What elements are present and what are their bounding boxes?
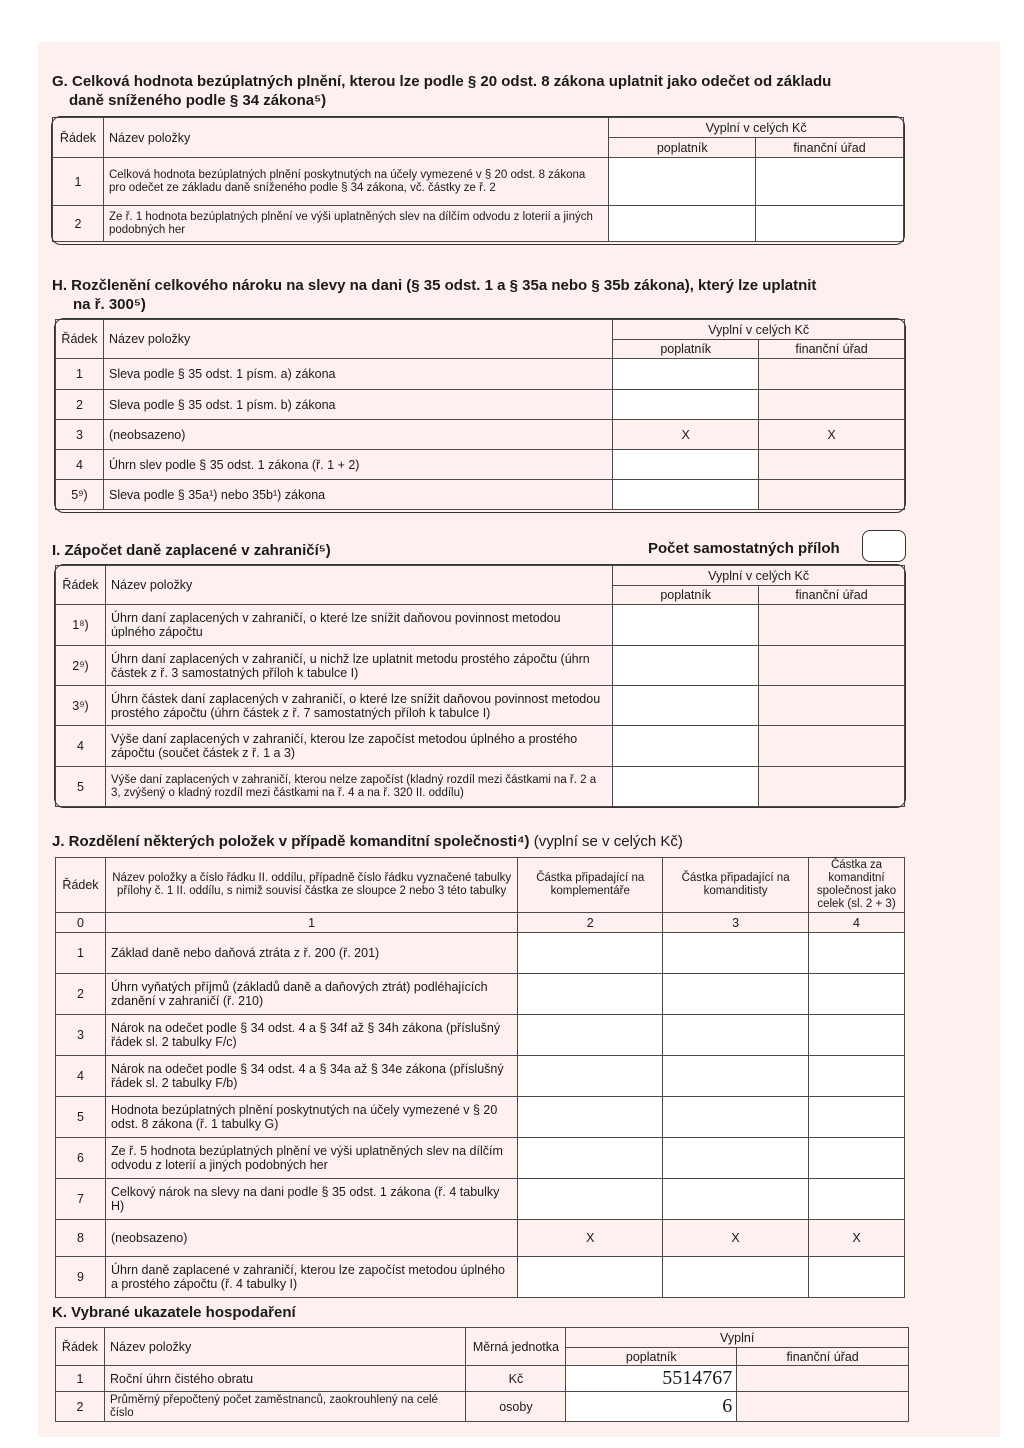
row-number: 2 <box>56 1392 105 1422</box>
section-k-table <box>55 1327 909 1422</box>
row-number: 3⁹) <box>56 686 106 726</box>
table-row <box>56 480 905 510</box>
row-label: Celkový nárok na slevy na dani podle § 35 odst. 1 zákona (ř. 4 tabulky H) <box>105 1179 517 1220</box>
table-row <box>56 390 905 420</box>
table-row <box>56 420 905 450</box>
h-r2-poplatnik-input[interactable] <box>613 390 759 420</box>
i-r5-poplatnik-input[interactable] <box>613 767 759 807</box>
j-r1-koman-input[interactable] <box>663 933 809 974</box>
table-row <box>56 1179 905 1220</box>
row-label: Sleva podle § 35a¹) nebo 35b¹) zákona <box>103 480 612 510</box>
h-r5-poplatnik-input[interactable] <box>613 480 759 510</box>
row-label: Sleva podle § 35 odst. 1 písm. a) zákona <box>103 359 612 390</box>
row-number: 8 <box>56 1220 106 1257</box>
table-row <box>56 933 905 974</box>
h-r1-urad-cell[interactable] <box>759 359 905 390</box>
table-row <box>56 767 905 807</box>
row-number: 1 <box>53 158 104 206</box>
table-row <box>56 605 905 646</box>
row-unit: Kč <box>466 1366 566 1392</box>
col-header-nazev: Název položky <box>103 320 612 359</box>
j-r6-celek-input[interactable] <box>809 1138 905 1179</box>
col-header-poplatnik: poplatník <box>613 340 759 359</box>
section-h-table <box>55 319 905 510</box>
col-header-celek: Částka za komanditní společnost jako celek (sl. 2 + 3) <box>809 858 905 913</box>
attachment-count-input[interactable] <box>862 530 906 562</box>
table-row <box>56 450 905 480</box>
row-unit: osoby <box>466 1392 566 1422</box>
row-number: 2 <box>56 974 106 1015</box>
table-row <box>56 1257 905 1298</box>
j-r9-koman-input[interactable] <box>663 1257 809 1298</box>
row-label: Úhrn částek daní zaplacených v zahraničí, o které lze snížit daňovou povinnost metodou prostého zápočtu (úhrn částek z ř. 7 samostatných příloh k tabulce I) <box>105 686 612 726</box>
h-r3-urad-crossed: X <box>759 420 905 450</box>
row-label: Průměrný přepočtený počet zaměstnanců, zaokrouhlený na celé číslo <box>104 1392 465 1422</box>
k-r1-poplatnik-value[interactable]: 5514767 <box>566 1366 737 1392</box>
row-label: Základ daně nebo daňová ztráta z ř. 200 (ř. 201) <box>105 933 517 974</box>
row-label: Sleva podle § 35 odst. 1 písm. b) zákona <box>103 390 612 420</box>
row-number: 4 <box>56 1056 106 1097</box>
j-r3-koman-input[interactable] <box>663 1015 809 1056</box>
col-header-vyplni: Vyplní v celých Kč <box>613 566 905 586</box>
col-header-jednotka: Měrná jednotka <box>466 1328 566 1366</box>
row-label: Nárok na odečet podle § 34 odst. 4 a § 34f až § 34h zákona (příslušný řádek sl. 2 tabulky F/c) <box>105 1015 517 1056</box>
i-r4-urad-cell[interactable] <box>759 726 905 767</box>
table-row <box>56 726 905 767</box>
col-number: 0 <box>56 913 106 933</box>
row-number: 1 <box>56 1366 105 1392</box>
col-number: 3 <box>663 913 809 933</box>
table-row <box>56 1220 905 1257</box>
j-r3-celek-input[interactable] <box>809 1015 905 1056</box>
row-label: Nárok na odečet podle § 34 odst. 4 a § 34a až § 34e zákona (příslušný řádek sl. 2 tabulky F/b) <box>105 1056 517 1097</box>
k-r1-urad-cell[interactable] <box>737 1366 909 1392</box>
attachment-count-label: Počet samostatných příloh <box>648 540 840 557</box>
row-number: 6 <box>56 1138 106 1179</box>
k-r2-urad-cell[interactable] <box>737 1392 909 1422</box>
row-number: 1 <box>56 933 106 974</box>
j-r6-koman-input[interactable] <box>663 1138 809 1179</box>
row-number: 2 <box>53 206 104 242</box>
row-label: Roční úhrn čistého obratu <box>104 1366 465 1392</box>
row-label: Úhrn daně zaplacené v zahraničí, kterou lze započíst metodou úplného a prostého zápočtu (ř. 4 tabulky I) <box>105 1257 517 1298</box>
table-row <box>56 1366 909 1392</box>
row-label: Hodnota bezúplatných plnění poskytnutých na účely vymezené v § 20 odst. 8 zákona (ř. 1 tabulky G) <box>105 1097 517 1138</box>
row-number: 7 <box>56 1179 106 1220</box>
h-r4-urad-cell[interactable] <box>759 450 905 480</box>
col-header-nazev: Název položky <box>104 1328 465 1366</box>
table-row <box>53 206 904 242</box>
row-label: Ze ř. 5 hodnota bezúplatných plnění ve výši uplatněných slev na dílčím odvodu z loterií a jiných podobných her <box>105 1138 517 1179</box>
j-r5-celek-input[interactable] <box>809 1097 905 1138</box>
h-r4-poplatnik-input[interactable] <box>613 450 759 480</box>
col-header-radek: Řádek <box>56 566 106 605</box>
row-label: Úhrn slev podle § 35 odst. 1 zákona (ř. 1 + 2) <box>103 450 612 480</box>
row-number: 4 <box>56 726 106 767</box>
i-r4-poplatnik-input[interactable] <box>613 726 759 767</box>
row-number: 1 <box>56 359 104 390</box>
section-i-table <box>55 565 905 807</box>
col-header-poplatnik: poplatník <box>613 586 759 605</box>
col-number: 4 <box>809 913 905 933</box>
k-r2-poplatnik-value[interactable]: 6 <box>566 1392 737 1422</box>
j-r9-kompl-input[interactable] <box>518 1257 663 1298</box>
row-number: 5⁹) <box>56 480 104 510</box>
table-row <box>56 1138 905 1179</box>
i-r2-urad-cell[interactable] <box>759 646 905 686</box>
col-header-nazev: Název položky a číslo řádku II. oddílu, případně číslo řádku vyznačené tabulky přílohy č. 1 II. oddílu, s nimiž souvisí částka ze sloupce 2 nebo 3 této tabulky <box>105 858 517 913</box>
i-r3-urad-cell[interactable] <box>759 686 905 726</box>
h-r5-urad-cell[interactable] <box>759 480 905 510</box>
j-r1-celek-input[interactable] <box>809 933 905 974</box>
row-label: Celková hodnota bezúplatných plnění poskytnutých na účely vymezené v § 20 odst. 8 zákona pro odečet ze základu daně sníženého podle § 34 zákona, vč. částky ze ř. 2 <box>103 158 608 206</box>
section-i-title: I. Zápočet daně zaplacené v zahraničí⁵) <box>52 542 331 559</box>
col-header-financni-urad: finanční úřad <box>759 586 905 605</box>
row-label: Ze ř. 1 hodnota bezúplatných plnění ve výši uplatněných slev na dílčím odvodu z loterií a jiných podobných her <box>103 206 608 242</box>
g-r2-urad-input[interactable] <box>756 206 904 242</box>
table-row <box>56 1392 909 1422</box>
col-header-nazev: Název položky <box>103 118 608 158</box>
section-h-title: H. Rozčlenění celkového nároku na slevy na dani (§ 35 odst. 1 a § 35a nebo § 35b zákona), který lze uplatnit na ř. 300⁵) <box>52 277 817 313</box>
row-number: 2⁹) <box>56 646 106 686</box>
row-number: 5 <box>56 767 106 807</box>
g-r1-urad-input[interactable] <box>756 158 904 206</box>
row-label: Výše daní zaplacených v zahraničí, kterou nelze započíst (kladný rozdíl mezi částkami na ř. 2 a 3, zvýšený o kladný rozdíl mezi částkami na ř. 4 a na ř. 320 II. oddílu) <box>105 767 612 807</box>
g-r2-poplatnik-input[interactable] <box>609 206 756 242</box>
col-header-vyplni: Vyplní v celých Kč <box>609 118 904 138</box>
table-row <box>56 1097 905 1138</box>
row-number: 5 <box>56 1097 106 1138</box>
col-number: 2 <box>518 913 663 933</box>
row-number: 3 <box>56 1015 106 1056</box>
j-r8-kompl-crossed: X <box>518 1220 663 1257</box>
row-number: 4 <box>56 450 104 480</box>
table-row <box>56 1015 905 1056</box>
section-g-table <box>52 117 904 242</box>
col-header-radek: Řádek <box>56 1328 105 1366</box>
j-r4-kompl-input[interactable] <box>518 1056 663 1097</box>
j-r8-celek-crossed: X <box>809 1220 905 1257</box>
row-label: Úhrn vyňatých příjmů (základů daně a daňových ztrát) podléhajících zdanění v zahraničí (ř. 210) <box>105 974 517 1015</box>
section-j-table <box>55 857 905 1298</box>
col-header-financni-urad: finanční úřad <box>756 138 904 158</box>
j-r2-celek-input[interactable] <box>809 974 905 1015</box>
table-row <box>56 686 905 726</box>
j-r8-koman-crossed: X <box>663 1220 809 1257</box>
j-r7-koman-input[interactable] <box>663 1179 809 1220</box>
table-row <box>56 1056 905 1097</box>
table-row <box>56 974 905 1015</box>
j-r5-koman-input[interactable] <box>663 1097 809 1138</box>
col-header-vyplni: Vyplní <box>566 1328 909 1348</box>
j-r2-koman-input[interactable] <box>663 974 809 1015</box>
h-r1-poplatnik-input[interactable] <box>613 359 759 390</box>
row-number: 1⁸) <box>56 605 106 646</box>
row-label: (neobsazeno) <box>105 1220 517 1257</box>
col-header-vyplni: Vyplní v celých Kč <box>613 320 905 340</box>
col-number: 1 <box>105 913 517 933</box>
j-r5-kompl-input[interactable] <box>518 1097 663 1138</box>
j-r1-kompl-input[interactable] <box>518 933 663 974</box>
row-number: 9 <box>56 1257 106 1298</box>
row-label: Výše daní zaplacených v zahraničí, kterou lze započíst metodou úplného a prostého zápočtu (součet částek z ř. 1 a 3) <box>105 726 612 767</box>
col-header-nazev: Název položky <box>105 566 612 605</box>
j-r7-kompl-input[interactable] <box>518 1179 663 1220</box>
h-r2-urad-cell[interactable] <box>759 390 905 420</box>
table-row <box>53 158 904 206</box>
row-label: Úhrn daní zaplacených v zahraničí, o které lze snížit daňovou povinnost metodou úplného zápočtu <box>105 605 612 646</box>
j-r9-celek-input[interactable] <box>809 1257 905 1298</box>
row-label: Úhrn daní zaplacených v zahraničí, u nichž lze uplatnit metodu prostého zápočtu (úhrn částek z ř. 3 samostatných příloh k tabulce I) <box>105 646 612 686</box>
col-header-radek: Řádek <box>56 320 104 359</box>
j-r3-kompl-input[interactable] <box>518 1015 663 1056</box>
col-header-financni-urad: finanční úřad <box>759 340 905 359</box>
h-r3-poplatnik-crossed: X <box>613 420 759 450</box>
j-r4-celek-input[interactable] <box>809 1056 905 1097</box>
table-row <box>56 359 905 390</box>
i-r2-poplatnik-input[interactable] <box>613 646 759 686</box>
i-r5-urad-cell[interactable] <box>759 767 905 807</box>
section-g-title: G. Celková hodnota bezúplatných plnění, kterou lze podle § 20 odst. 8 zákona uplatnit jako odečet od základu daně sníženého podle § 34 zákona⁵) <box>52 73 832 109</box>
col-header-komanditista: Částka připadající na komanditisty <box>663 858 809 913</box>
col-header-poplatnik: poplatník <box>566 1348 737 1366</box>
i-r1-poplatnik-input[interactable] <box>613 605 759 646</box>
section-k-title: K. Vybrané ukazatele hospodaření <box>52 1304 296 1321</box>
row-number: 3 <box>56 420 104 450</box>
section-j-title: J. Rozdělení některých položek v případě komanditní společnosti⁴) (vyplní se v celých Kč) <box>52 833 683 850</box>
j-r6-kompl-input[interactable] <box>518 1138 663 1179</box>
row-label: (neobsazeno) <box>103 420 612 450</box>
g-r1-poplatnik-input[interactable] <box>609 158 756 206</box>
i-r1-urad-cell[interactable] <box>759 605 905 646</box>
j-r7-celek-input[interactable] <box>809 1179 905 1220</box>
col-header-radek: Řádek <box>56 858 106 913</box>
row-number: 2 <box>56 390 104 420</box>
j-r2-kompl-input[interactable] <box>518 974 663 1015</box>
col-header-radek: Řádek <box>53 118 104 158</box>
col-header-komplementar: Částka připadající na komplementáře <box>518 858 663 913</box>
col-header-financni-urad: finanční úřad <box>737 1348 909 1366</box>
col-header-poplatnik: poplatník <box>609 138 756 158</box>
table-row <box>56 646 905 686</box>
i-r3-poplatnik-input[interactable] <box>613 686 759 726</box>
j-r4-koman-input[interactable] <box>663 1056 809 1097</box>
